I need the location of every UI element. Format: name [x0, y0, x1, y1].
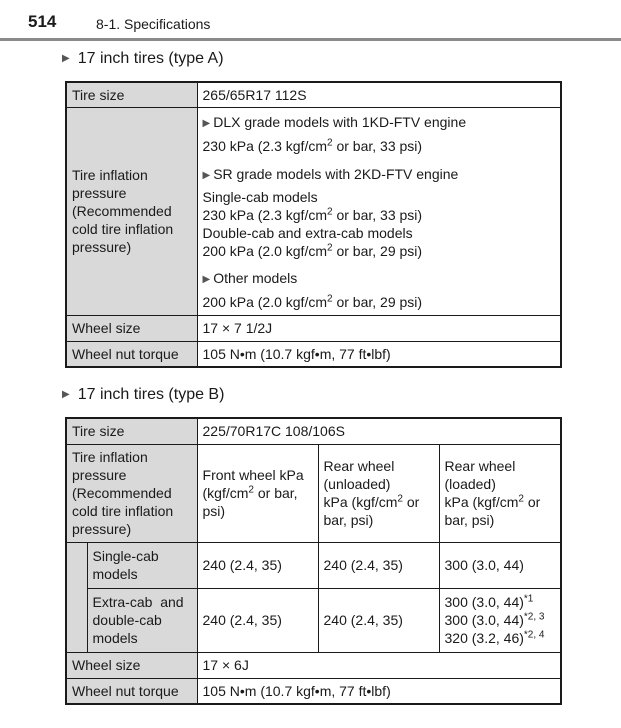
page-number: 514 — [28, 12, 57, 31]
indent-cell — [66, 542, 87, 588]
section-a-title: 17 inch tires (type A) — [77, 50, 224, 67]
table-row — [66, 418, 561, 444]
table-row — [66, 652, 561, 678]
row-label: Extra-cab and double-cab models — [87, 588, 197, 652]
section-title: 8-1. Specifications — [96, 16, 211, 32]
triangle-bullet-icon: ▶ — [202, 169, 211, 181]
front-value: 240 (2.4, 35) — [197, 588, 318, 652]
row-label: Wheel nut torque — [66, 678, 197, 704]
row-label: Wheel size — [66, 652, 197, 678]
table-row — [66, 82, 561, 107]
pressure-value: Single-cab models — [202, 188, 318, 205]
nut-torque-value: 105 N•m (10.7 kgf•m, 77 ft•lbf) — [197, 678, 561, 704]
table-row — [66, 444, 561, 542]
page-header — [0, 0, 621, 40]
rear-unloaded-value: 240 (2.4, 35) — [318, 588, 439, 652]
table-row — [66, 315, 561, 341]
triangle-bullet-icon: ▶ — [62, 53, 70, 64]
pressure-value: Double-cab and extra-cab models — [202, 224, 413, 241]
row-label: Tire size — [66, 82, 197, 107]
row-label: Wheel nut torque — [66, 341, 197, 367]
column-header-rear-loaded: Rear wheel (loaded) kPa ($kgf/cm^2$ or bar, psi) — [439, 444, 561, 542]
row-label: Single-cab models — [87, 542, 197, 588]
pressure-value: 200 kPa (2.0 kgf/$cm^2$ or bar, 29 psi) — [202, 292, 423, 310]
row-label: Wheel size — [66, 315, 197, 341]
wheel-size-value: 17 × 6J — [197, 652, 561, 678]
triangle-bullet-icon: ▶ — [62, 389, 70, 400]
row-label: Tire size — [66, 418, 197, 444]
pressure-value: 200 kPa (2.0 kgf/$cm^2$ or bar, 29 psi) — [202, 241, 423, 259]
rear-unloaded-value: 240 (2.4, 35) — [318, 542, 439, 588]
wheel-size-value: 17 × 7 1/2J — [197, 315, 561, 341]
pressure-value: 230 kPa (2.3 kgf/$cm^2$ or bar, 33 psi) — [202, 136, 423, 154]
tire-size-value: 265/65R17 112S — [197, 82, 561, 107]
table-row — [66, 341, 561, 367]
triangle-bullet-icon: ▶ — [202, 273, 211, 285]
rear-loaded-value: 300 (3.0, 44) — [439, 542, 561, 588]
group-heading: ▶ DLX grade models with 1KD-FTV engine — [202, 113, 467, 130]
indent-cell — [66, 588, 87, 652]
nut-torque-value: 105 N•m (10.7 kgf•m, 77 ft•lbf) — [197, 341, 561, 367]
triangle-bullet-icon: ▶ — [202, 117, 211, 129]
table-type-a — [65, 81, 562, 368]
tire-size-value: 225/70R17C 108/106S — [197, 418, 561, 444]
inflation-label: Tire inflation pressure (Recommended cold tire inflation pressure) — [66, 107, 197, 315]
header-rule — [0, 38, 621, 41]
group-heading: ▶ SR grade models with 2KD-FTV engine — [202, 165, 459, 182]
section-b-heading — [62, 386, 224, 404]
column-header-rear-unloaded: Rear wheel (unloaded) kPa ($kgf/cm^2$ or bar, psi) — [318, 444, 439, 542]
table-row — [66, 588, 561, 652]
rear-loaded-value: 300 (3.0, 44)$^{*1}$ 300 (3.0, 44)$^{*2, 3}$ 320 (3.2, 46)$^{*2, 4}$ — [439, 588, 561, 652]
front-value: 240 (2.4, 35) — [197, 542, 318, 588]
table-row — [66, 107, 561, 315]
column-header-front: Front wheel kPa ($kgf/cm^2$ or bar, psi) — [197, 444, 318, 542]
section-b-title: 17 inch tires (type B) — [77, 386, 225, 403]
group-heading: ▶ Other models — [202, 269, 298, 286]
inflation-label: Tire inflation pressure (Recommended cold tire inflation pressure) — [66, 444, 197, 542]
inflation-values — [197, 107, 561, 315]
table-type-b — [65, 417, 562, 705]
table-row — [66, 542, 561, 588]
table-row — [66, 678, 561, 704]
pressure-value: 230 kPa (2.3 kgf/$cm^2$ or bar, 33 psi) — [202, 205, 423, 223]
section-a-heading — [62, 50, 224, 68]
